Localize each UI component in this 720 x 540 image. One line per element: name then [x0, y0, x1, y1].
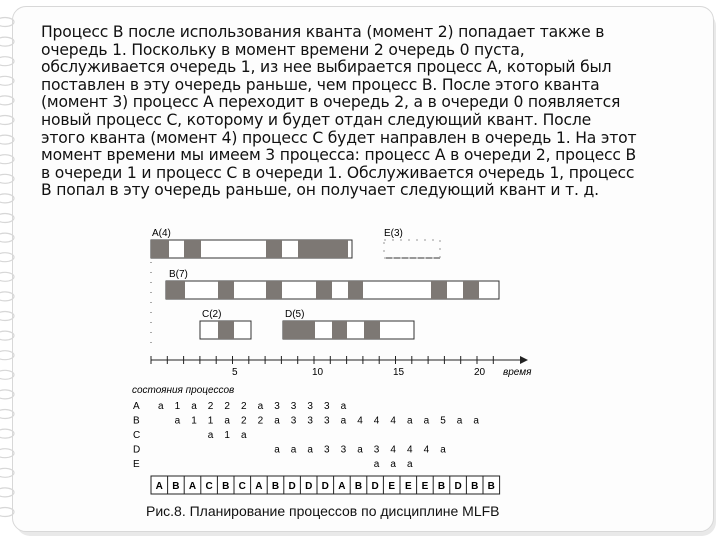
- state-cell: a: [174, 415, 181, 427]
- axis-tick-10: 10: [312, 367, 324, 378]
- state-cell: 2: [224, 401, 230, 412]
- state-cell: a: [407, 459, 413, 470]
- binder-ring: [0, 214, 14, 223]
- binder-ring: [0, 57, 14, 66]
- sequence-cell: E: [421, 481, 429, 492]
- binder-ring: [0, 429, 14, 438]
- sequence-cell: D: [371, 481, 379, 492]
- state-cell: a: [158, 401, 164, 412]
- binder-ring: [0, 488, 14, 497]
- binder-ring: [0, 135, 14, 144]
- running-segment: [364, 321, 380, 339]
- state-cell: 3: [324, 415, 330, 427]
- running-segment: [266, 281, 282, 299]
- state-row-label: A: [133, 401, 140, 412]
- state-cell: 2: [241, 401, 247, 412]
- state-cell: 1: [174, 401, 181, 412]
- binder-ring: [0, 76, 14, 85]
- paragraph: [41, 24, 691, 200]
- running-segment: [316, 281, 332, 299]
- running-segment: [348, 281, 363, 299]
- binder-ring: [0, 253, 14, 262]
- running-segment: [431, 281, 447, 299]
- paragraph-line: Процесс В после использования кванта (момент 2) попадает также в: [41, 23, 605, 41]
- running-segment: [184, 240, 201, 258]
- paragraph-line: в очереди 1 и процесс С в очереди 1. Обслуживается очередь 1, процесс: [41, 163, 635, 182]
- sequence-cell: D: [454, 481, 462, 492]
- paragraph-line: поставлен в эту очередь раньше, чем процесс В. После этого кванта: [41, 75, 600, 94]
- state-cell: 2: [207, 401, 214, 412]
- state-cell: 3: [274, 401, 280, 412]
- state-cell: 4: [373, 415, 380, 427]
- sequence-cell: B: [487, 481, 495, 492]
- state-cell: a: [423, 415, 430, 427]
- sequence-cell: B: [471, 481, 479, 492]
- state-cell: 5: [440, 415, 446, 427]
- sequence-cell: A: [255, 481, 263, 492]
- state-cell: a: [407, 415, 413, 427]
- binder-ring: [0, 410, 14, 419]
- figure-caption: Рис.8. Планирование процессов по дисциплине MLFB: [146, 503, 500, 519]
- state-cell: 3: [324, 401, 330, 412]
- state-cell: a: [191, 401, 197, 412]
- state-cell: a: [340, 415, 347, 427]
- state-cell: 1: [207, 415, 214, 427]
- sequence-cell: E: [388, 481, 396, 492]
- state-cell: 3: [290, 401, 297, 412]
- sequence-cell: B: [354, 481, 363, 492]
- sequence-cell: A: [155, 481, 163, 492]
- binder-ring: [0, 292, 14, 301]
- sequence-cell: B: [222, 481, 230, 492]
- binder-ring: [0, 272, 14, 281]
- sequence-cell: E: [404, 481, 412, 492]
- state-cell: 3: [373, 444, 380, 456]
- binder-ring: [0, 116, 14, 125]
- process-label-c: C(2): [202, 309, 222, 320]
- state-cell: 3: [290, 415, 297, 427]
- state-cell: a: [207, 430, 214, 441]
- running-segment: [218, 321, 234, 339]
- sequence-cell: B: [172, 481, 180, 492]
- state-row-label: B: [133, 415, 140, 427]
- axis-label: время: [503, 367, 532, 378]
- sequence-cell: B: [271, 481, 280, 492]
- mlfb-diagram: [120, 222, 540, 502]
- sequence-cell: D: [305, 481, 313, 492]
- state-cell: a: [224, 415, 230, 427]
- running-segment: [218, 281, 234, 299]
- paragraph-line: момент времени мы имеем 3 процесса: процесс А в очереди 2, процесс В: [41, 146, 637, 165]
- binder-ring: [0, 174, 14, 183]
- binder-ring: [0, 508, 14, 517]
- axis-arrow: [520, 356, 528, 364]
- state-cell: a: [456, 415, 463, 427]
- state-cell: 4: [407, 444, 413, 456]
- state-cell: 1: [224, 430, 230, 441]
- binder-ring: [0, 351, 14, 360]
- state-cell: 3: [307, 401, 313, 412]
- paragraph-line: (момент 3) процесс А переходит в очередь 2, а в очереди 0 появляется: [41, 93, 621, 112]
- state-cell: 3: [324, 444, 330, 456]
- binder-ring: [0, 18, 14, 27]
- axis-tick-5: 5: [232, 367, 238, 378]
- running-segment: [151, 240, 169, 258]
- state-cell: a: [373, 459, 380, 470]
- binder-ring: [0, 155, 14, 164]
- paragraph-line: этого кванта (момент 4) процесс С будет направлен в очередь 1. На этот: [41, 128, 637, 147]
- running-segment: [332, 321, 347, 339]
- binder-ring: [0, 331, 14, 340]
- state-cell: 1: [191, 415, 197, 427]
- running-segment: [266, 240, 282, 258]
- state-cell: a: [257, 401, 264, 412]
- process-label-e: E(3): [384, 228, 403, 239]
- state-cell: a: [440, 444, 446, 456]
- paragraph-line: новый процесс С, которому и будет отдан следующий квант. После: [41, 110, 592, 129]
- state-cell: 3: [340, 444, 347, 456]
- binder-ring: [0, 96, 14, 105]
- paragraph-line: обслуживается очередь 1, из нее выбирается процесс А, который был: [41, 58, 612, 77]
- state-cell: a: [340, 401, 347, 412]
- state-row-label: C: [133, 430, 141, 441]
- binder-ring: [0, 449, 14, 458]
- state-cell: a: [274, 444, 280, 456]
- state-cell: a: [307, 444, 313, 456]
- process-label-b: B(7): [169, 269, 188, 280]
- state-cell: 4: [357, 415, 363, 427]
- sequence-cell: B: [437, 481, 446, 492]
- process-label-a: A(4): [152, 228, 171, 239]
- binder-ring: [0, 390, 14, 399]
- state-cell: 4: [423, 444, 430, 456]
- binder-ring: [0, 312, 14, 321]
- axis-tick-20: 20: [474, 367, 486, 378]
- state-cell: a: [390, 459, 396, 470]
- waiting-bar: [384, 240, 440, 258]
- state-row-label: D: [133, 444, 141, 456]
- states-title: состояния процессов: [132, 385, 235, 396]
- state-cell: 3: [307, 415, 313, 427]
- state-cell: 2: [241, 415, 247, 427]
- state-cell: 2: [257, 415, 264, 427]
- running-segment: [283, 321, 315, 339]
- axis-tick-15: 15: [393, 367, 405, 378]
- binder-ring: [0, 37, 14, 46]
- state-row-label: E: [133, 459, 140, 470]
- state-cell: a: [274, 415, 280, 427]
- running-segment: [166, 281, 185, 299]
- paragraph-line: В попал в эту очередь раньше, он получает следующий квант и т. д.: [41, 181, 599, 200]
- state-cell: 4: [390, 444, 396, 456]
- sequence-cell: D: [321, 481, 329, 492]
- binder-rings: [0, 0, 18, 530]
- binder-ring: [0, 194, 14, 203]
- binder-ring: [0, 233, 14, 242]
- sequence-cell: A: [188, 481, 197, 492]
- state-cell: a: [241, 430, 247, 441]
- running-segment: [463, 281, 479, 299]
- state-cell: 4: [390, 415, 396, 427]
- running-segment: [298, 240, 348, 258]
- state-cell: a: [290, 444, 297, 456]
- binder-ring: [0, 370, 14, 379]
- process-label-d: D(5): [285, 309, 305, 320]
- state-cell: a: [357, 444, 363, 456]
- binder-ring: [0, 468, 14, 477]
- sequence-cell: D: [288, 481, 296, 492]
- paragraph-line: очередь 1. Поскольку в момент времени 2 очередь 0 пуста,: [41, 40, 525, 59]
- sequence-cell: C: [238, 481, 246, 492]
- sequence-cell: C: [205, 481, 213, 492]
- state-cell: a: [473, 415, 479, 427]
- sequence-cell: A: [338, 481, 346, 492]
- timeline-bar: [166, 281, 499, 299]
